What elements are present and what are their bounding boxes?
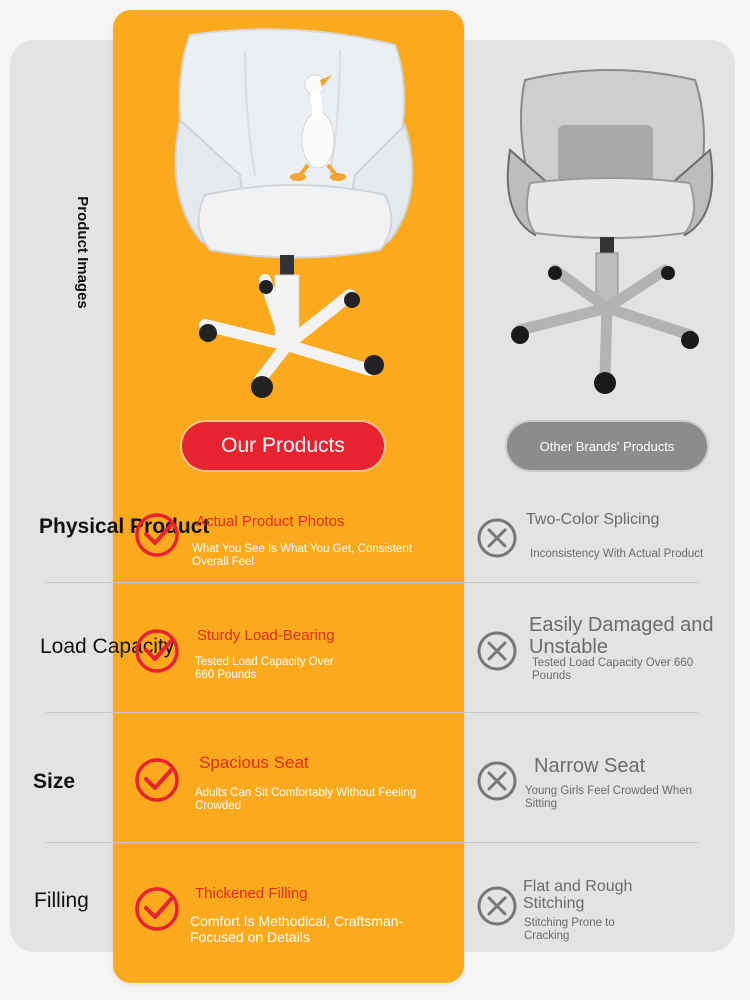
row-divider [46, 712, 698, 713]
product-images-label: Product Images [73, 196, 91, 309]
x-circle-icon [476, 517, 518, 559]
ours-title-3: Spacious Seat [199, 753, 309, 772]
ours-desc-2: Tested Load Capacity Over 660 Pounds [195, 656, 334, 681]
ours-title-1: Actual Product Photos [196, 513, 345, 530]
product-images-label-wrap [52, 190, 112, 315]
other-title-1: Two-Color Splicing [526, 511, 660, 528]
other-desc-2: Tested Load Capacity Over 660 Pounds [532, 657, 694, 682]
ours-desc-3: Adults Can Sit Comfortably Without Feeling Crowded [195, 787, 417, 812]
row-label-size: Size [33, 770, 76, 793]
other-brands-button[interactable]: Other Brands' Products [507, 422, 707, 470]
other-chair-image [500, 65, 720, 405]
x-circle-icon [476, 760, 518, 802]
check-circle-icon [134, 757, 180, 803]
row-label-load-capacity: Load Capacity [40, 635, 175, 658]
check-circle-icon [134, 886, 180, 932]
ours-title-2: Sturdy Load-Bearing [197, 627, 335, 644]
x-circle-icon [476, 630, 518, 672]
ours-desc-1: What You See Is What You Get, Consistent Overall Feel [192, 543, 412, 568]
other-desc-1: Inconsistency With Actual Product [530, 548, 704, 560]
our-chair-image [170, 25, 420, 410]
check-circle-icon [134, 628, 180, 674]
other-desc-3: Young Girls Feel Crowded When Sitting [525, 785, 693, 810]
other-title-2: Easily Damaged and Unstable [529, 614, 714, 658]
row-divider [46, 582, 698, 583]
ours-desc-4: Comfort Is Methodical, Craftsman-Focused on Details [190, 913, 404, 945]
other-title-3: Narrow Seat [534, 755, 646, 777]
x-circle-icon [476, 885, 518, 927]
ours-title-4: Thickened Filling [195, 885, 308, 902]
row-divider [46, 842, 698, 843]
our-products-button[interactable]: Our Products [182, 422, 384, 470]
other-desc-4: Stitching Prone to Cracking [524, 917, 615, 942]
check-circle-icon [134, 512, 180, 558]
other-title-4: Flat and Rough Stitching [523, 878, 633, 912]
row-label-physical-product: Physical Product [39, 515, 210, 538]
row-label-filling: Filling [34, 889, 89, 912]
